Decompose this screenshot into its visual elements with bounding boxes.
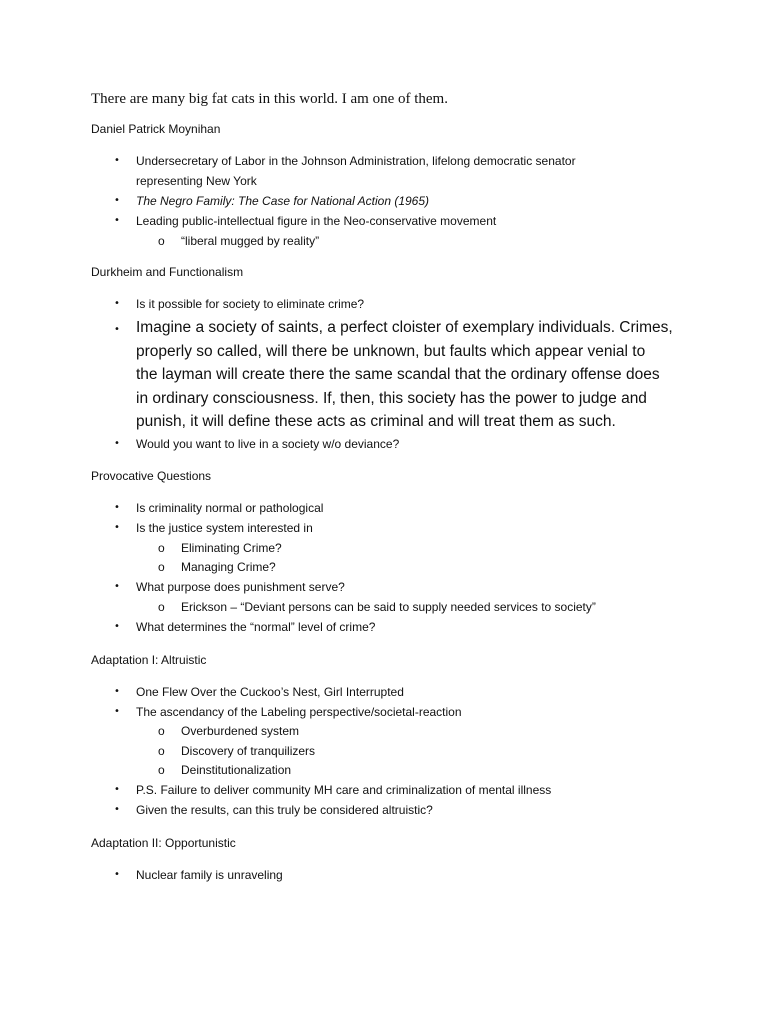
list-item: The ascendancy of the Labeling perspective/societal-reaction — [136, 705, 462, 719]
bullet-marker: • — [114, 784, 120, 795]
durkheim-quote-line: properly so called, will there be unknown, but faults which appear venial to — [136, 342, 646, 360]
durkheim-quote-line: in ordinary consciousness. If, then, this society has the power to judge and — [136, 389, 647, 407]
bullet-marker: • — [114, 522, 120, 533]
bullet-marker: • — [114, 438, 120, 449]
section-heading-adaptation-opportunistic: Adaptation II: Opportunistic — [91, 836, 236, 850]
list-item: Is the justice system interested in — [136, 521, 313, 535]
list-item: What determines the “normal” level of crime? — [136, 620, 376, 634]
bullet-marker: • — [114, 581, 120, 592]
list-item-continuation: representing New York — [136, 174, 257, 188]
bullet-marker: • — [114, 804, 120, 815]
section-heading-provocative-questions: Provocative Questions — [91, 469, 212, 483]
durkheim-quote-line: the layman will create there the same scandal that the ordinary offense does — [136, 366, 660, 383]
section-heading-durkheim: Durkheim and Functionalism — [91, 265, 244, 279]
bullet-marker: • — [114, 869, 120, 880]
sub-bullet-marker: o — [158, 744, 165, 758]
list-item: Leading public-intellectual figure in the Neo-conservative movement — [136, 214, 497, 228]
durkheim-quote-line: punish, it will define these acts as criminal and will treat them as such. — [136, 413, 616, 430]
list-item: Nuclear family is unraveling — [136, 868, 283, 882]
bullet-marker: • — [114, 195, 120, 206]
sub-list-item: “liberal mugged by reality” — [181, 234, 320, 248]
list-item: Undersecretary of Labor in the Johnson Administration, lifelong democratic senator — [136, 154, 576, 168]
list-item: Would you want to live in a society w/o deviance? — [136, 437, 400, 451]
sub-bullet-marker: o — [158, 763, 165, 777]
sub-list-item: Deinstitutionalization — [181, 763, 292, 777]
bullet-marker: • — [114, 324, 120, 335]
section-heading-adaptation-altruistic: Adaptation I: Altruistic — [91, 653, 207, 667]
sub-bullet-marker: o — [158, 541, 165, 555]
sub-bullet-marker: o — [158, 600, 165, 614]
bullet-marker: • — [114, 298, 120, 309]
sub-list-item: Erickson – “Deviant persons can be said to supply needed services to society” — [181, 600, 596, 614]
sub-bullet-marker: o — [158, 560, 165, 574]
list-item: What purpose does punishment serve? — [136, 580, 345, 594]
list-item: Is criminality normal or pathological — [136, 501, 324, 515]
sub-list-item: Managing Crime? — [181, 560, 276, 574]
bullet-marker: • — [114, 155, 120, 166]
list-item: Given the results, can this truly be considered altruistic? — [136, 803, 433, 817]
list-item: Is it possible for society to eliminate crime? — [136, 297, 365, 311]
section-heading-moynihan: Daniel Patrick Moynihan — [91, 122, 221, 136]
bullet-marker: • — [114, 706, 120, 717]
bullet-marker: • — [114, 621, 120, 632]
sub-list-item: Eliminating Crime? — [181, 541, 282, 555]
sub-bullet-marker: o — [158, 724, 165, 738]
bullet-marker: • — [114, 502, 120, 513]
list-item: One Flew Over the Cuckoo’s Nest, Girl Interrupted — [136, 685, 404, 699]
list-item: P.S. Failure to deliver community MH care and criminalization of mental illness — [136, 783, 552, 797]
bullet-marker: • — [114, 686, 120, 697]
sub-bullet-marker: o — [158, 234, 165, 248]
list-item-book-title: The Negro Family: The Case for National Action (1965) — [136, 194, 430, 208]
sub-list-item: Overburdened system — [181, 724, 300, 738]
intro-sentence: There are many big fat cats in this world. I am one of them. — [91, 91, 448, 107]
bullet-marker: • — [114, 215, 120, 226]
durkheim-quote-line: Imagine a society of saints, a perfect cloister of exemplary individuals. Crimes, — [136, 319, 673, 336]
sub-list-item: Discovery of tranquilizers — [181, 744, 316, 758]
